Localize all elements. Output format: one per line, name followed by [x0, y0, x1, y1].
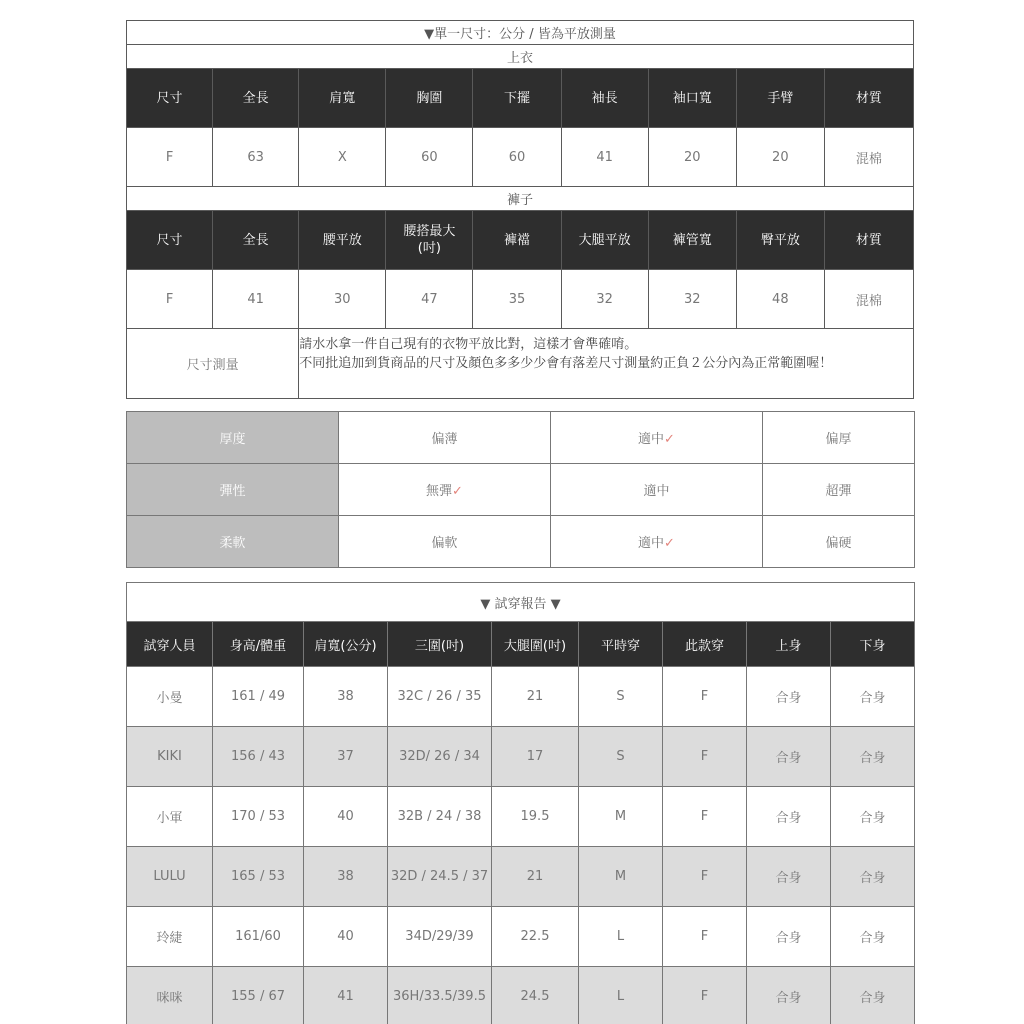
- report-cell: 155 / 67: [213, 967, 304, 1024]
- report-cell: 34D/29/39: [388, 907, 492, 967]
- measure-note-line: 請水水拿一件自己現有的衣物平放比對，這樣才會準確唷。: [299, 337, 638, 352]
- report-cell: 合身: [831, 847, 915, 907]
- report-cell: 小曼: [127, 667, 213, 727]
- table-row: [127, 667, 915, 727]
- top-value-cell: 混棉: [824, 128, 913, 187]
- report-cell: 21: [492, 667, 579, 727]
- top-header-cell: 下擺: [473, 69, 561, 128]
- top-header-cell: 胸圍: [386, 69, 473, 128]
- fabric-option: 無彈✓: [339, 464, 551, 516]
- report-cell: 161/60: [213, 907, 304, 967]
- report-header-cell: 大腿圍(吋): [492, 622, 579, 667]
- top-header-cell: 手臂: [736, 69, 824, 128]
- pants-header-cell: 腰平放: [299, 211, 386, 270]
- table-row: [127, 847, 915, 907]
- report-cell: 32D / 24.5 / 37: [388, 847, 492, 907]
- fabric-label: 厚度: [127, 412, 339, 464]
- pants-value-cell: 30: [299, 270, 386, 329]
- pants-label: 褲子: [127, 187, 914, 211]
- size-table: [126, 20, 914, 399]
- pants-header-cell: 材質: [824, 211, 913, 270]
- report-cell: L: [579, 967, 663, 1024]
- fabric-table: [126, 411, 915, 568]
- pants-value-cell: 48: [736, 270, 824, 329]
- check-icon: ✓: [664, 432, 675, 447]
- top-header-cell: 肩寬: [299, 69, 386, 128]
- report-cell: M: [579, 787, 663, 847]
- pants-value-cell: F: [127, 270, 213, 329]
- report-cell: 40: [304, 787, 388, 847]
- table-row: [127, 967, 915, 1024]
- report-cell: 156 / 43: [213, 727, 304, 787]
- top-value-cell: 20: [648, 128, 736, 187]
- pants-value-row: [127, 270, 914, 329]
- pants-header-row: [127, 211, 914, 270]
- report-cell: S: [579, 727, 663, 787]
- report-cell: 32C / 26 / 35: [388, 667, 492, 727]
- report-cell: F: [663, 847, 747, 907]
- pants-header-cell: 腰搭最大 (吋): [386, 211, 473, 270]
- report-cell: 合身: [831, 667, 915, 727]
- top-header-cell: 全長: [213, 69, 299, 128]
- report-cell: 165 / 53: [213, 847, 304, 907]
- measure-note: [299, 329, 914, 399]
- fabric-option: 適中✓: [551, 412, 763, 464]
- report-cell: 合身: [831, 727, 915, 787]
- pants-header-cell: 大腿平放: [561, 211, 648, 270]
- top-header-cell: 尺寸: [127, 69, 213, 128]
- pants-header-cell: 臀平放: [736, 211, 824, 270]
- measure-label: 尺寸測量: [127, 329, 299, 399]
- report-cell: 161 / 49: [213, 667, 304, 727]
- report-cell: 玲緁: [127, 907, 213, 967]
- report-cell: 38: [304, 847, 388, 907]
- report-cell: 小軍: [127, 787, 213, 847]
- report-cell: 合身: [747, 907, 831, 967]
- pants-header-cell: 尺寸: [127, 211, 213, 270]
- fabric-label: 柔軟: [127, 516, 339, 568]
- report-cell: 合身: [831, 907, 915, 967]
- fabric-row-thickness: [127, 412, 915, 464]
- fabric-row-elasticity: [127, 464, 915, 516]
- fabric-option: 適中✓: [551, 516, 763, 568]
- pants-value-cell: 32: [648, 270, 736, 329]
- report-cell: 合身: [831, 787, 915, 847]
- size-section-title: ▼單一尺寸：公分 / 皆為平放測量: [127, 21, 914, 45]
- top-value-row: [127, 128, 914, 187]
- report-cell: 21: [492, 847, 579, 907]
- fabric-row-softness: [127, 516, 915, 568]
- pants-header-cell: 全長: [213, 211, 299, 270]
- top-header-cell: 袖長: [561, 69, 648, 128]
- top-value-cell: F: [127, 128, 213, 187]
- fabric-option: 超彈: [763, 464, 915, 516]
- fabric-option: 適中: [551, 464, 763, 516]
- top-value-cell: X: [299, 128, 386, 187]
- table-row: [127, 907, 915, 967]
- fabric-label: 彈性: [127, 464, 339, 516]
- pants-value-cell: 35: [473, 270, 561, 329]
- report-header-cell: 身高/體重: [213, 622, 304, 667]
- report-cell: 17: [492, 727, 579, 787]
- report-cell: 32D/ 26 / 34: [388, 727, 492, 787]
- top-value-cell: 60: [386, 128, 473, 187]
- report-cell: KIKI: [127, 727, 213, 787]
- report-cell: 41: [304, 967, 388, 1024]
- report-cell: 合身: [747, 967, 831, 1024]
- top-header-cell: 袖口寬: [648, 69, 736, 128]
- report-cell: 170 / 53: [213, 787, 304, 847]
- report-header-cell: 肩寬(公分): [304, 622, 388, 667]
- fabric-option: 偏硬: [763, 516, 915, 568]
- pants-value-cell: 41: [213, 270, 299, 329]
- top-value-cell: 41: [561, 128, 648, 187]
- report-cell: 咪咪: [127, 967, 213, 1024]
- report-cell: 合身: [747, 727, 831, 787]
- report-cell: LULU: [127, 847, 213, 907]
- fabric-option: 偏厚: [763, 412, 915, 464]
- top-header-row: [127, 69, 914, 128]
- report-cell: 合身: [747, 787, 831, 847]
- report-cell: 32B / 24 / 38: [388, 787, 492, 847]
- report-cell: F: [663, 667, 747, 727]
- report-header-cell: 試穿人員: [127, 622, 213, 667]
- report-cell: 24.5: [492, 967, 579, 1024]
- fabric-option: 偏軟: [339, 516, 551, 568]
- report-cell: M: [579, 847, 663, 907]
- report-header-cell: 此款穿: [663, 622, 747, 667]
- report-cell: F: [663, 787, 747, 847]
- report-cell: 合身: [831, 967, 915, 1024]
- fabric-option: 偏薄: [339, 412, 551, 464]
- pants-value-cell: 47: [386, 270, 473, 329]
- report-cell: F: [663, 727, 747, 787]
- top-label: 上衣: [127, 45, 914, 69]
- pants-header-cell: 褲管寬: [648, 211, 736, 270]
- report-cell: F: [663, 967, 747, 1024]
- table-row: [127, 727, 915, 787]
- top-value-cell: 60: [473, 128, 561, 187]
- check-icon: ✓: [664, 536, 675, 551]
- top-value-cell: 20: [736, 128, 824, 187]
- report-header-cell: 平時穿: [579, 622, 663, 667]
- top-value-cell: 63: [213, 128, 299, 187]
- report-cell: 36H/33.5/39.5: [388, 967, 492, 1024]
- pants-value-cell: 混棉: [824, 270, 913, 329]
- table-row: [127, 787, 915, 847]
- report-cell: 37: [304, 727, 388, 787]
- top-header-cell: 材質: [824, 69, 913, 128]
- report-cell: 合身: [747, 847, 831, 907]
- report-header-cell: 三圍(吋): [388, 622, 492, 667]
- report-header-row: [127, 622, 915, 667]
- measure-note-line: 不同批追加到貨商品的尺寸及顏色多多少少會有落差尺寸測量約正負２公分內為正常範圍喔！: [299, 356, 833, 371]
- check-icon: ✓: [452, 484, 463, 499]
- report-cell: 40: [304, 907, 388, 967]
- pants-value-cell: 32: [561, 270, 648, 329]
- report-header-cell: 下身: [831, 622, 915, 667]
- report-header-cell: 上身: [747, 622, 831, 667]
- report-cell: S: [579, 667, 663, 727]
- report-cell: 22.5: [492, 907, 579, 967]
- report-cell: F: [663, 907, 747, 967]
- pants-header-cell: 褲襠: [473, 211, 561, 270]
- report-cell: 合身: [747, 667, 831, 727]
- report-cell: L: [579, 907, 663, 967]
- report-cell: 19.5: [492, 787, 579, 847]
- fitting-report-table: [126, 582, 915, 1024]
- report-cell: 38: [304, 667, 388, 727]
- report-title: ▼ 試穿報告 ▼: [127, 583, 915, 622]
